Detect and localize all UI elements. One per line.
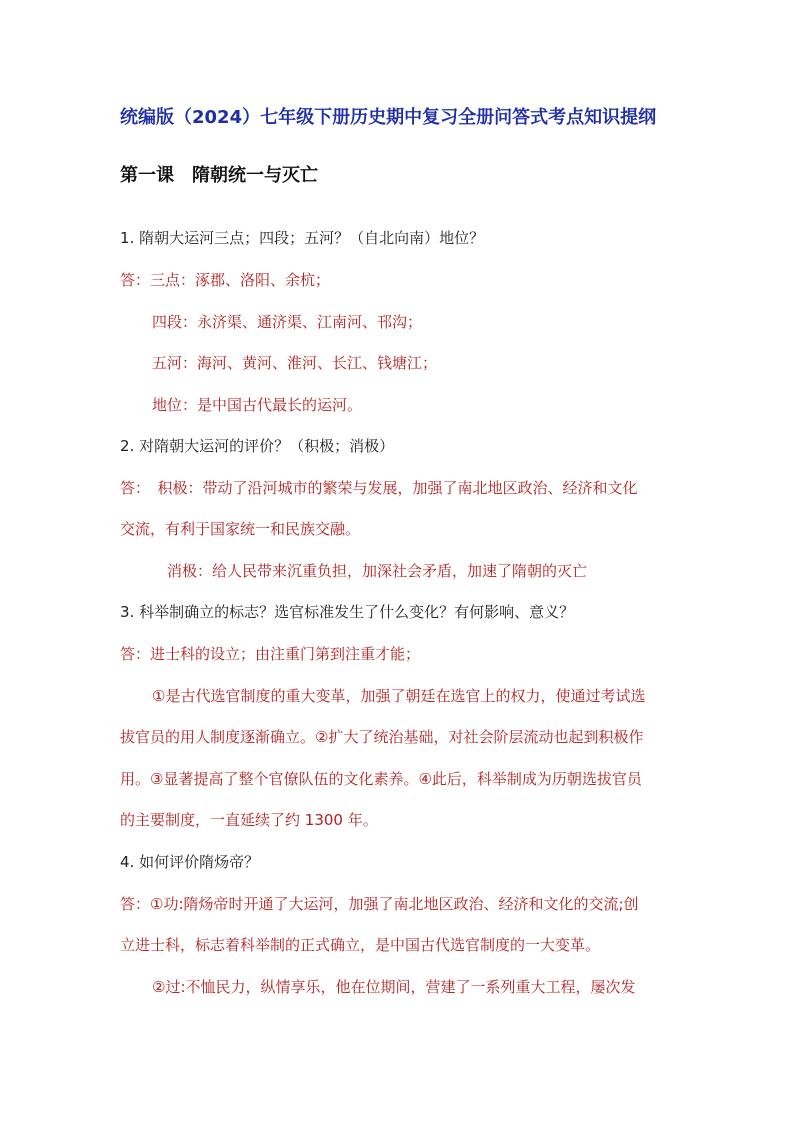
answer-2-line-3: 消极：给人民带来沉重负担，加深社会矛盾，加速了隋朝的灭亡 xyxy=(167,562,588,580)
answer-3-line-5: 的主要制度，一直延续了约 1300 年。 xyxy=(120,811,378,829)
document-title: 统编版（2024）七年级下册历史期中复习全册问答式考点知识提纲 xyxy=(120,107,657,128)
answer-1-line-3: 五河：海河、黄河、淮河、长江、钱塘江； xyxy=(152,354,438,372)
answer-3-line-2: ①是古代选官制度的重大变革，加强了朝廷在选官上的权力，使通过考试选 xyxy=(152,687,646,705)
question-3: 3. 科举制确立的标志？选官标准发生了什么变化？有何影响、意义？ xyxy=(120,603,575,621)
answer-1-line-2: 四段：永济渠、通济渠、江南河、邗沟； xyxy=(152,313,423,331)
question-2: 2. 对隋朝大运河的评价？（积极；消极） xyxy=(120,437,395,455)
answer-1-line-1: 答：三点：涿郡、洛阳、余杭； xyxy=(120,271,331,289)
answer-4-line-3: ②过:不恤民力，纵情享乐，他在位期间，营建了一系列重大工程，屡次发 xyxy=(152,978,636,996)
question-1: 1. 隋朝大运河三点；四段；五河？（自北向南）地位？ xyxy=(120,229,485,247)
answer-3-line-4: 用。③显著提高了整个官僚队伍的文化素养。④此后，科举制成为历朝选拔官员 xyxy=(120,770,642,788)
answer-2-line-2: 交流，有利于国家统一和民族交融。 xyxy=(120,520,361,538)
lesson-heading: 第一课 隋朝统一与灭亡 xyxy=(120,165,318,186)
answer-1-line-4: 地位：是中国古代最长的运河。 xyxy=(152,396,363,414)
answer-2-line-1: 答： 积极：带动了沿河城市的繁荣与发展，加强了南北地区政治、经济和文化 xyxy=(120,479,638,497)
answer-4-line-2: 立进士科，标志着科举制的正式确立，是中国古代选官制度的一大变革。 xyxy=(120,936,601,954)
answer-3-line-1: 答：进士科的设立；由注重门第到注重才能； xyxy=(120,645,421,663)
question-4: 4. 如何评价隋炀帝？ xyxy=(120,853,260,871)
answer-3-line-3: 拔官员的用人制度逐渐确立。②扩大了统治基础，对社会阶层流动也起到积极作 xyxy=(120,728,644,746)
answer-4-line-1: 答：①功:隋炀帝时开通了大运河，加强了南北地区政治、经济和文化的交流;创 xyxy=(120,895,639,913)
